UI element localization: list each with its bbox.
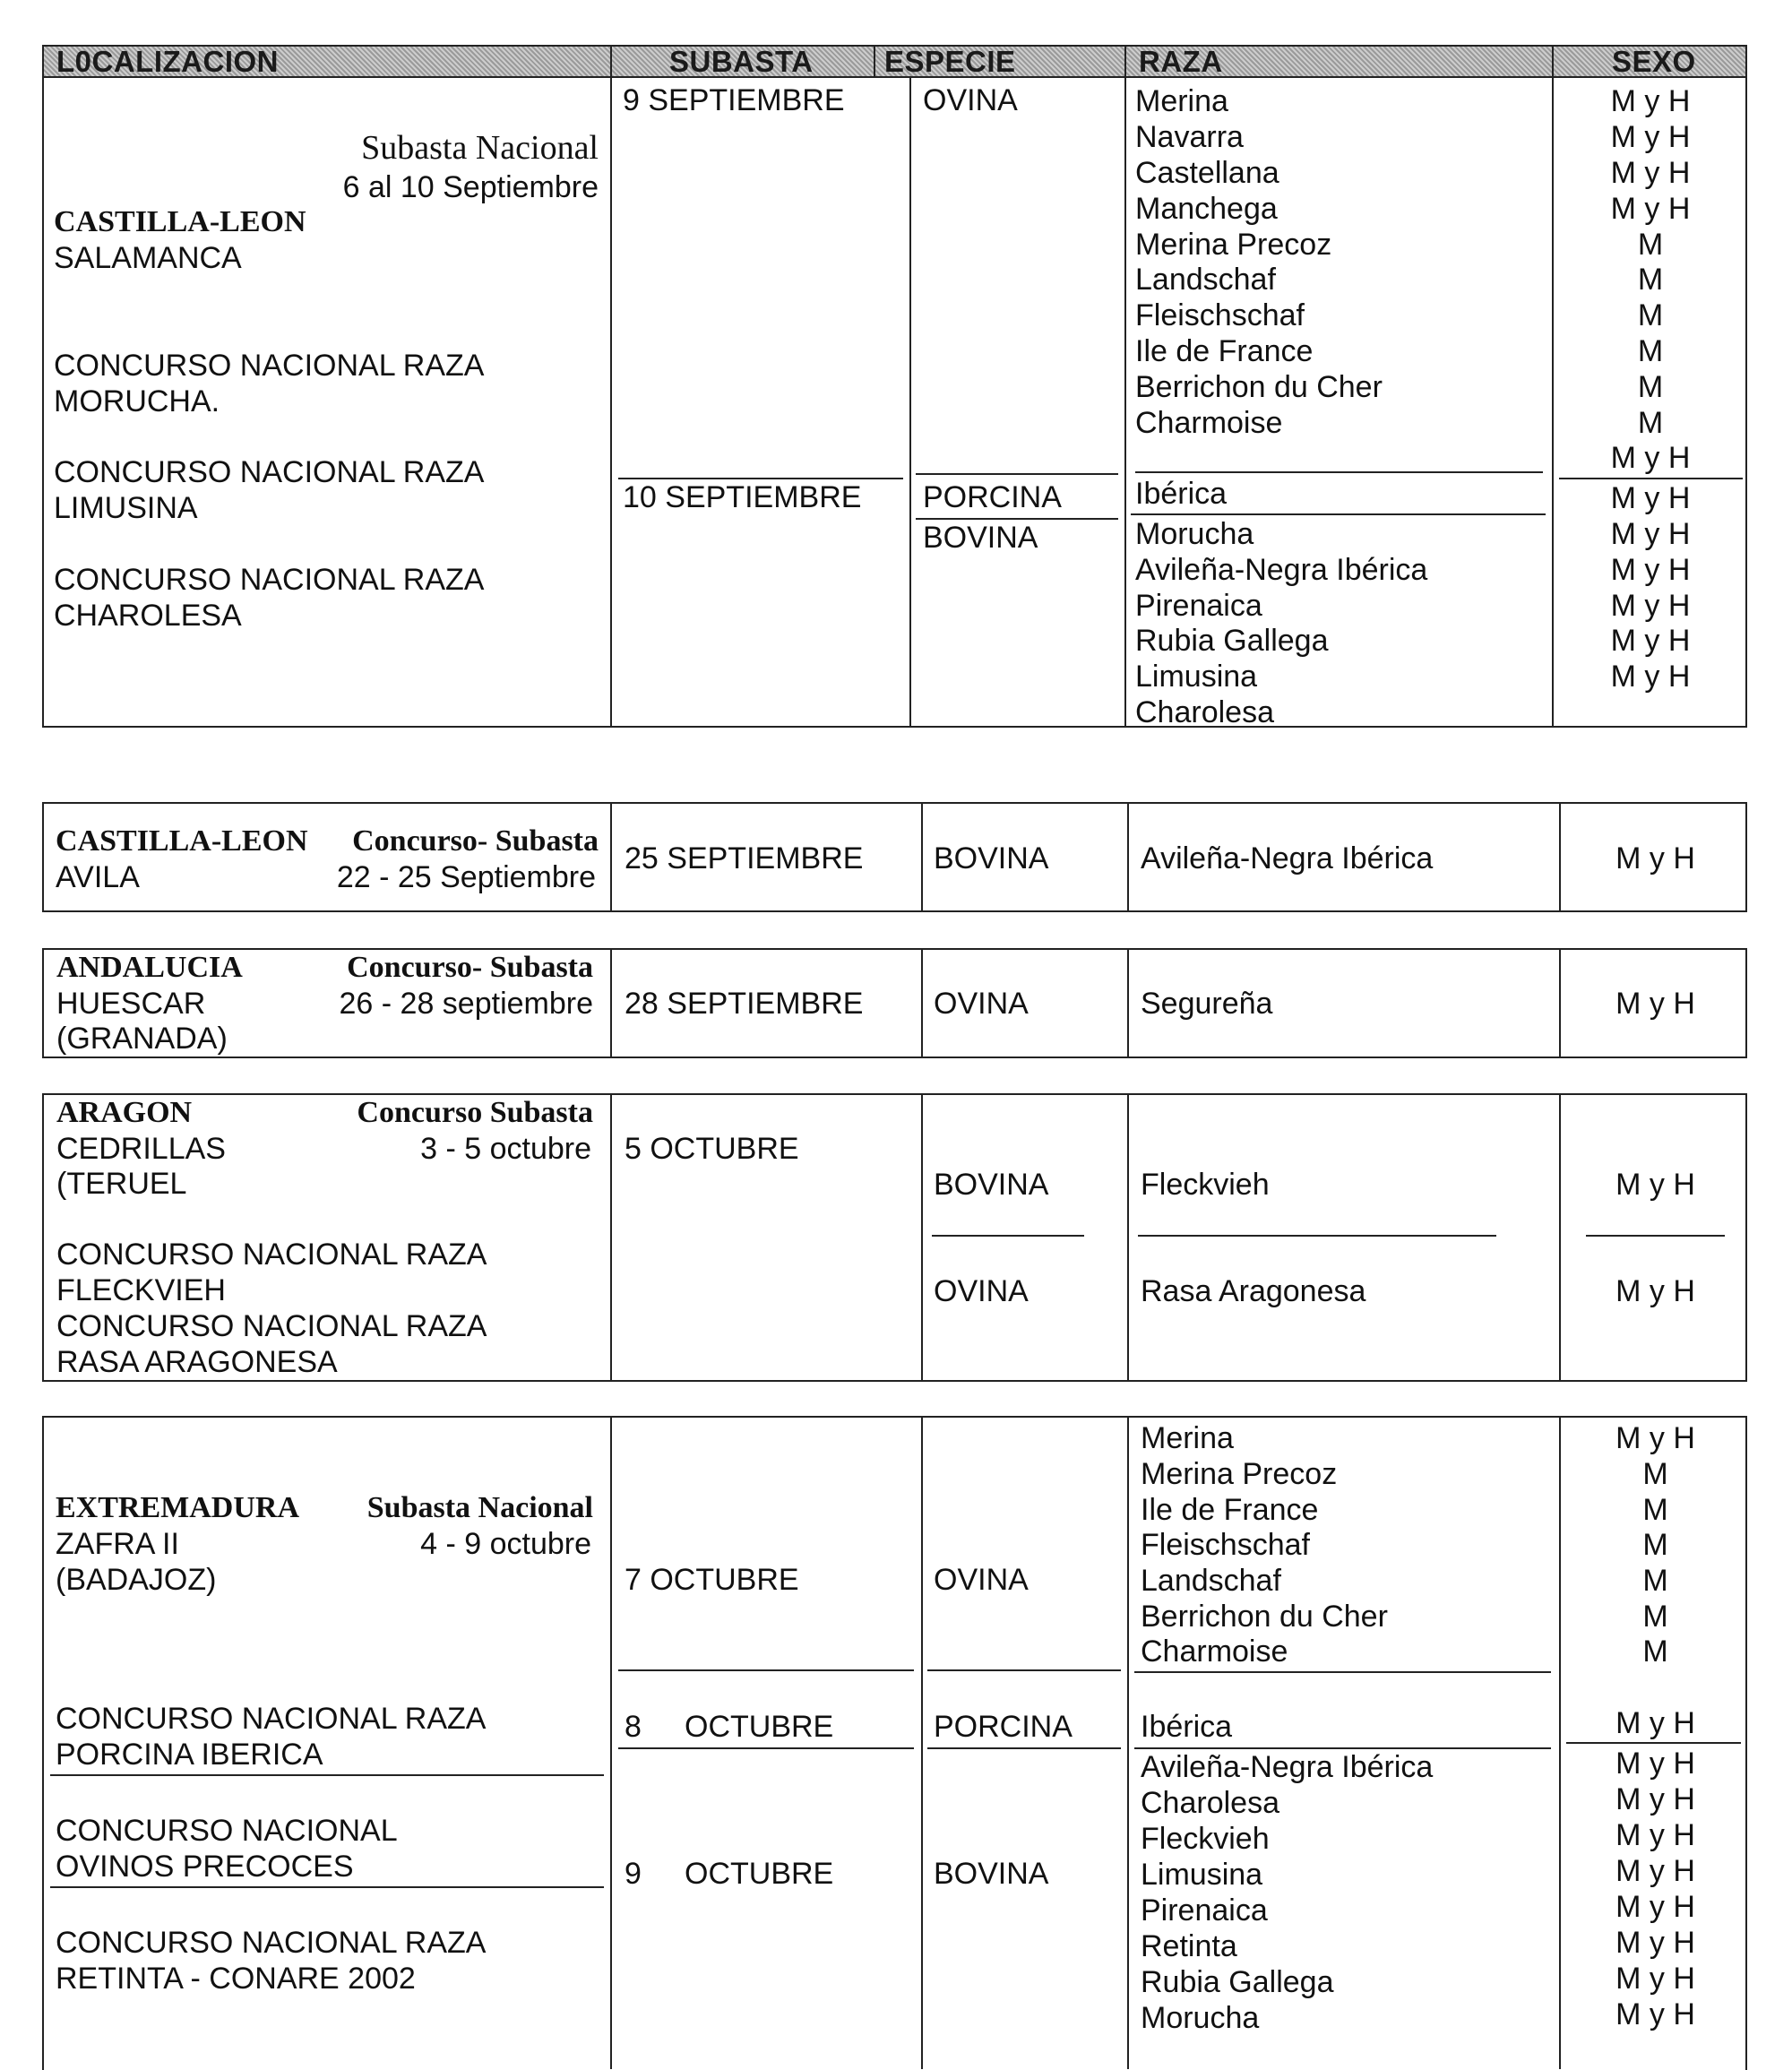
region-name: CASTILLA-LEON [54, 205, 306, 238]
header-divider [1552, 45, 1554, 78]
raza-name: Avileña-Negra Ibérica [1141, 1750, 1434, 1784]
raza-name: Charmoise [1135, 406, 1283, 440]
especie-name: OVINA [923, 83, 1018, 117]
concurso-text: MORUCHA. [54, 384, 220, 418]
column-divider [1124, 76, 1126, 728]
raza-name: Pirenaica [1135, 589, 1262, 623]
region-name: EXTREMADURA [56, 1491, 299, 1524]
sexo-value: M [1637, 263, 1664, 297]
subasta-date: 5 OCTUBRE [625, 1132, 799, 1166]
column-divider [1559, 802, 1561, 912]
block-huescar [42, 948, 1747, 1058]
column-divider [1559, 1416, 1561, 2069]
province-name: (TERUEL [56, 1167, 187, 1201]
raza-name: Rubia Gallega [1141, 1965, 1334, 1999]
sexo-value: M y H [1615, 841, 1695, 875]
raza-name: Charmoise [1141, 1634, 1288, 1669]
region-name: ARAGON [56, 1096, 193, 1129]
raza-name: Merina [1135, 84, 1228, 118]
sexo-value: M [1642, 1600, 1668, 1634]
subasta-month: OCTUBRE [685, 1710, 834, 1744]
concurso-text: RETINTA - CONARE 2002 [56, 1962, 416, 1996]
sexo-value: M y H [1615, 1854, 1695, 1888]
raza-name: Landschaf [1135, 263, 1276, 297]
column-divider [1127, 1093, 1129, 1382]
header-subasta: SUBASTA [669, 45, 814, 78]
concurso-text: LIMUSINA [54, 491, 198, 525]
sexo-value: M [1637, 406, 1664, 440]
column-divider [610, 1093, 612, 1382]
header-localizacion: L0CALIZACION [56, 45, 279, 78]
column-divider [909, 76, 911, 728]
row-separator [50, 1886, 604, 1888]
sexo-value: M y H [1610, 553, 1691, 587]
especie-name: OVINA [934, 987, 1029, 1021]
concurso-text: CONCURSO NACIONAL RAZA [54, 349, 485, 383]
sexo-value: M y H [1610, 517, 1691, 551]
raza-name: Avileña-Negra Ibérica [1135, 553, 1428, 587]
sexo-value: M y H [1610, 84, 1691, 118]
sexo-value: M [1637, 228, 1664, 262]
especie-name: OVINA [934, 1563, 1029, 1597]
column-divider [1127, 948, 1129, 1058]
raza-name: Charolesa [1135, 695, 1274, 729]
column-divider [921, 1093, 923, 1382]
raza-name: Avileña-Negra Ibérica [1141, 841, 1434, 875]
raza-name: Limusina [1135, 660, 1258, 694]
sexo-value: M [1642, 1634, 1668, 1669]
especie-name: PORCINA [934, 1710, 1073, 1744]
concurso-text: OVINOS PRECOCES [56, 1850, 354, 1884]
province-name: (BADAJOZ) [56, 1563, 217, 1597]
raza-name: Morucha [1141, 2001, 1260, 2035]
subasta-date: 7 OCTUBRE [625, 1563, 799, 1597]
raza-name: Ibérica [1141, 1710, 1233, 1744]
sexo-value: M y H [1610, 192, 1691, 226]
event-dates: 6 al 10 Septiembre [342, 170, 599, 204]
region-name: ANDALUCIA [56, 951, 243, 984]
header-divider [610, 45, 612, 78]
row-separator [618, 1747, 914, 1749]
event-type: Concurso- Subasta [347, 951, 593, 984]
row-separator [1134, 1671, 1551, 1673]
raza-name: Castellana [1135, 156, 1279, 190]
raza-name: Fleischschaf [1141, 1528, 1310, 1562]
sexo-value: M [1637, 370, 1664, 404]
especie-name: BOVINA [934, 841, 1049, 875]
column-divider [1559, 1093, 1561, 1382]
raza-name: Merina [1141, 1421, 1234, 1455]
subasta-day: 8 [625, 1710, 642, 1744]
raza-name: Charolesa [1141, 1786, 1279, 1820]
header-especie: ESPECIE [884, 45, 1016, 78]
column-divider [610, 948, 612, 1058]
raza-name: Navarra [1135, 120, 1244, 154]
concurso-text: CONCURSO NACIONAL RAZA [54, 455, 485, 489]
row-separator [916, 473, 1118, 475]
sexo-value: M y H [1610, 156, 1691, 190]
raza-name: Rubia Gallega [1135, 624, 1329, 658]
city-name: CEDRILLAS [56, 1132, 226, 1166]
sexo-value: M y H [1615, 1747, 1695, 1781]
raza-name: Berrichon du Cher [1141, 1600, 1388, 1634]
column-divider [1127, 1416, 1129, 2069]
column-divider [921, 802, 923, 912]
row-separator [927, 1669, 1121, 1671]
city-name: AVILA [56, 860, 140, 894]
sexo-value: M y H [1615, 1706, 1695, 1740]
sexo-value: M y H [1615, 1997, 1695, 2031]
raza-name: Limusina [1141, 1858, 1263, 1892]
concurso-text: CONCURSO NACIONAL RAZA [56, 1926, 487, 1960]
header-divider [1124, 45, 1126, 78]
subasta-date: 9 SEPTIEMBRE [623, 83, 845, 117]
row-separator [1138, 1235, 1496, 1237]
event-dates: 4 - 9 octubre [420, 1527, 591, 1561]
sexo-value: M y H [1610, 441, 1691, 475]
row-separator [927, 1747, 1121, 1749]
city-name: HUESCAR [56, 987, 206, 1021]
sexo-value: M y H [1615, 1890, 1695, 1924]
raza-name: Merina Precoz [1141, 1457, 1338, 1491]
raza-name: Pirenaica [1141, 1893, 1268, 1928]
column-divider [921, 1416, 923, 2069]
especie-name: BOVINA [934, 1857, 1049, 1891]
especie-name: OVINA [934, 1274, 1029, 1308]
sexo-value: M y H [1615, 1274, 1695, 1308]
raza-name: Ibérica [1135, 477, 1228, 511]
concurso-text: CONCURSO NACIONAL [56, 1814, 398, 1848]
sexo-value: M y H [1615, 1421, 1695, 1455]
subasta-date: 25 SEPTIEMBRE [625, 841, 864, 875]
event-dates: 3 - 5 octubre [420, 1132, 591, 1166]
sexo-value: M [1642, 1493, 1668, 1527]
city-name: SALAMANCA [54, 241, 242, 275]
sexo-value: M y H [1615, 1926, 1695, 1960]
concurso-text: FLECKVIEH [56, 1273, 226, 1307]
especie-name: BOVINA [923, 521, 1038, 555]
raza-name: Ile de France [1135, 334, 1314, 368]
header-sexo: SEXO [1612, 45, 1696, 78]
event-type: Concurso Subasta [357, 1096, 593, 1129]
concurso-text: RASA ARAGONESA [56, 1345, 338, 1379]
sexo-value: M y H [1615, 1962, 1695, 1996]
row-separator [932, 1235, 1084, 1237]
column-divider [921, 948, 923, 1058]
row-separator [1566, 1742, 1741, 1744]
raza-name: Fleckvieh [1141, 1168, 1270, 1202]
row-separator [1586, 1235, 1725, 1237]
raza-name: Retinta [1141, 1929, 1237, 1963]
raza-name: Manchega [1135, 192, 1278, 226]
sexo-value: M y H [1610, 481, 1691, 515]
sexo-value: M y H [1615, 1782, 1695, 1816]
column-divider [1559, 948, 1561, 1058]
event-type: Concurso- Subasta [352, 824, 599, 858]
column-divider [610, 1416, 612, 2069]
table-header [42, 45, 1747, 78]
header-raza: RAZA [1139, 45, 1223, 78]
row-separator [50, 1774, 604, 1776]
raza-name: Rasa Aragonesa [1141, 1274, 1366, 1308]
sexo-value: M y H [1610, 624, 1691, 658]
row-separator [1559, 478, 1743, 479]
especie-name: PORCINA [923, 480, 1062, 514]
row-separator [1131, 513, 1546, 515]
subasta-date: 10 SEPTIEMBRE [623, 480, 862, 514]
sexo-value: M y H [1610, 120, 1691, 154]
city-name: ZAFRA II [56, 1527, 179, 1561]
raza-name: Ile de France [1141, 1493, 1319, 1527]
sexo-value: M [1637, 298, 1664, 332]
sexo-value: M y H [1615, 1168, 1695, 1202]
subasta-date: 28 SEPTIEMBRE [625, 987, 864, 1021]
subasta-month: OCTUBRE [685, 1857, 834, 1891]
event-type: Subasta Nacional [361, 129, 599, 167]
sexo-value: M [1642, 1564, 1668, 1598]
sexo-value: M [1642, 1457, 1668, 1491]
concurso-text: CONCURSO NACIONAL RAZA [56, 1309, 487, 1343]
sexo-value: M y H [1610, 660, 1691, 694]
row-separator [1135, 471, 1543, 473]
raza-name: Landschaf [1141, 1564, 1281, 1598]
block-salamanca [42, 76, 1747, 728]
subasta-day: 9 [625, 1857, 642, 1891]
concurso-text: CONCURSO NACIONAL RAZA [54, 563, 485, 597]
header-divider [874, 45, 875, 78]
sexo-value: M y H [1615, 1818, 1695, 1852]
sexo-value: M y H [1615, 987, 1695, 1021]
raza-name: Fleckvieh [1141, 1822, 1270, 1856]
event-dates: 22 - 25 Septiembre [336, 860, 596, 894]
column-divider [610, 76, 612, 728]
column-divider [1127, 802, 1129, 912]
row-separator [618, 1669, 914, 1671]
concurso-text: CHAROLESA [54, 599, 242, 633]
sexo-value: M y H [1610, 589, 1691, 623]
region-name: CASTILLA-LEON [56, 824, 308, 858]
raza-name: Fleischschaf [1135, 298, 1305, 332]
column-divider [1552, 76, 1554, 728]
concurso-text: CONCURSO NACIONAL RAZA [56, 1238, 487, 1272]
concurso-text: PORCINA IBERICA [56, 1738, 323, 1772]
sexo-value: M [1637, 334, 1664, 368]
province-name: (GRANADA) [56, 1022, 228, 1056]
especie-name: BOVINA [934, 1168, 1049, 1202]
event-type: Subasta Nacional [366, 1491, 593, 1524]
raza-name: Morucha [1135, 517, 1254, 551]
raza-name: Merina Precoz [1135, 228, 1332, 262]
concurso-text: CONCURSO NACIONAL RAZA [56, 1702, 487, 1736]
raza-name: Berrichon du Cher [1135, 370, 1383, 404]
raza-name: Segureña [1141, 987, 1273, 1021]
sexo-value: M [1642, 1528, 1668, 1562]
column-divider [610, 802, 612, 912]
event-dates: 26 - 28 septiembre [339, 987, 593, 1021]
